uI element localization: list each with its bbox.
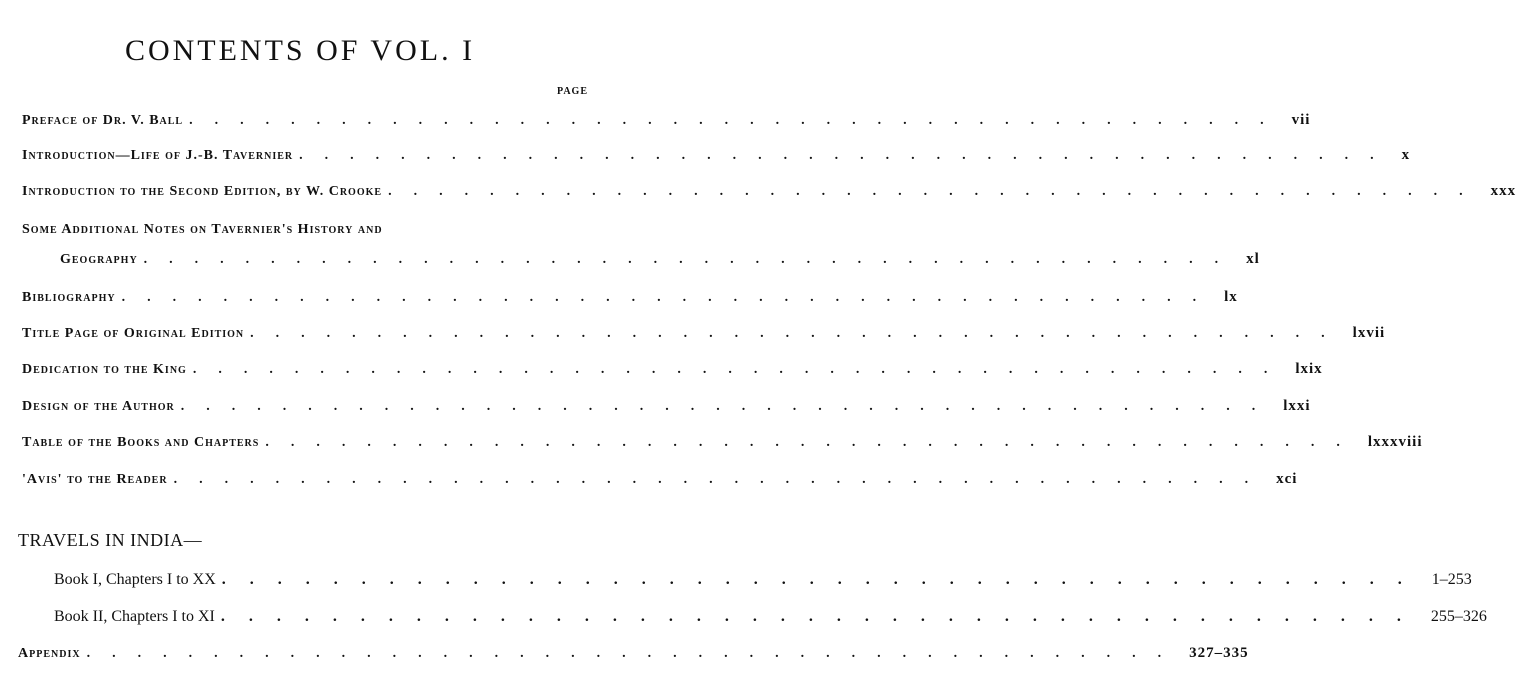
toc-entry-label: Table of the Books and Chapters (22, 435, 260, 450)
toc-entry-label: Appendix (18, 646, 81, 661)
toc-entry-page: lx (1224, 289, 1238, 305)
dot-leader: ........................................... (220, 608, 1425, 625)
page-column-header: PAGE (556, 86, 588, 97)
dot-leader: ........................................... (173, 472, 1271, 487)
toc-subentry-label: Book I, Chapters I to XX (54, 571, 216, 588)
dot-leader: ........................................... (221, 571, 1426, 588)
toc-entry-label: Title Page of Original Edition (22, 326, 245, 341)
dot-leader: ........................................... (192, 362, 1290, 377)
toc-entry-label: Introduction—Life of J.-B. Tavernier (22, 148, 294, 163)
toc-entry-second-edition (22, 183, 1516, 205)
dot-leader: ........................................... (180, 399, 1278, 414)
toc-entry-page: lxxxviii (1367, 434, 1423, 450)
toc-entry-label: Some Additional Notes on Tavernier's History and (22, 222, 383, 237)
toc-entry-bibliography (22, 289, 1238, 311)
dot-leader: ........................................... (250, 326, 1347, 341)
toc-entry-page: lxvii (1352, 325, 1386, 341)
toc-entry-label: Dedication to the King (22, 362, 187, 377)
toc-subentry-label: Book II, Chapters I to XI (54, 608, 215, 625)
toc-entry-page: xxx (1490, 183, 1516, 199)
dot-leader: ........................................... (388, 184, 1485, 199)
toc-entry-design-of-author (22, 398, 1311, 420)
toc-entry-label: Bibliography (22, 290, 116, 305)
toc-subentry-page: 255–326 (1430, 608, 1487, 625)
dot-leader: ........................................... (121, 290, 1219, 305)
dot-leader: ........................................... (143, 252, 1241, 267)
toc-entry-title-page (22, 325, 1386, 347)
toc-entry-label-continued: Geography (60, 252, 138, 267)
toc-subentry-page: 1–253 (1431, 571, 1472, 588)
toc-entry-page: vii (1291, 112, 1311, 128)
toc-entry-appendix (18, 645, 1249, 667)
toc-entry-page: lxxi (1283, 398, 1311, 414)
toc-entry-introduction (22, 147, 1411, 169)
toc-entry-label: Design of the Author (22, 399, 175, 414)
toc-entry-page: 327–335 (1189, 645, 1249, 661)
toc-entry-page: x (1401, 147, 1411, 163)
toc-entry-label: Introduction to the Second Edition, by W. Crooke (22, 184, 383, 199)
toc-entry-page: xl (1246, 251, 1260, 267)
toc-entry-page: xci (1276, 471, 1298, 487)
dot-leader: ........................................... (299, 148, 1396, 163)
toc-subentry-book-2 (54, 608, 1487, 632)
toc-entry-page: lxix (1295, 361, 1323, 377)
toc-entry-avis (22, 471, 1298, 493)
dot-leader: ........................................... (189, 113, 1286, 128)
toc-entry-preface (22, 112, 1311, 134)
toc-entry-label: 'Avis' to the Reader (22, 472, 168, 487)
dot-leader: ........................................... (265, 435, 1362, 450)
page-title: CONTENTS OF VOL. I (124, 34, 476, 67)
toc-entry-additional-notes-cont (60, 251, 1260, 273)
toc-entry-dedication (22, 361, 1323, 383)
toc-entry-table-of-books (22, 434, 1423, 456)
toc-entry-additional-notes (22, 222, 582, 244)
section-heading: TRAVELS IN INDIA— (18, 530, 203, 550)
dot-leader: ........................................... (86, 646, 1184, 661)
toc-subentry-book-1 (54, 571, 1472, 595)
toc-entry-label: Preface of Dr. V. Ball (22, 113, 184, 128)
